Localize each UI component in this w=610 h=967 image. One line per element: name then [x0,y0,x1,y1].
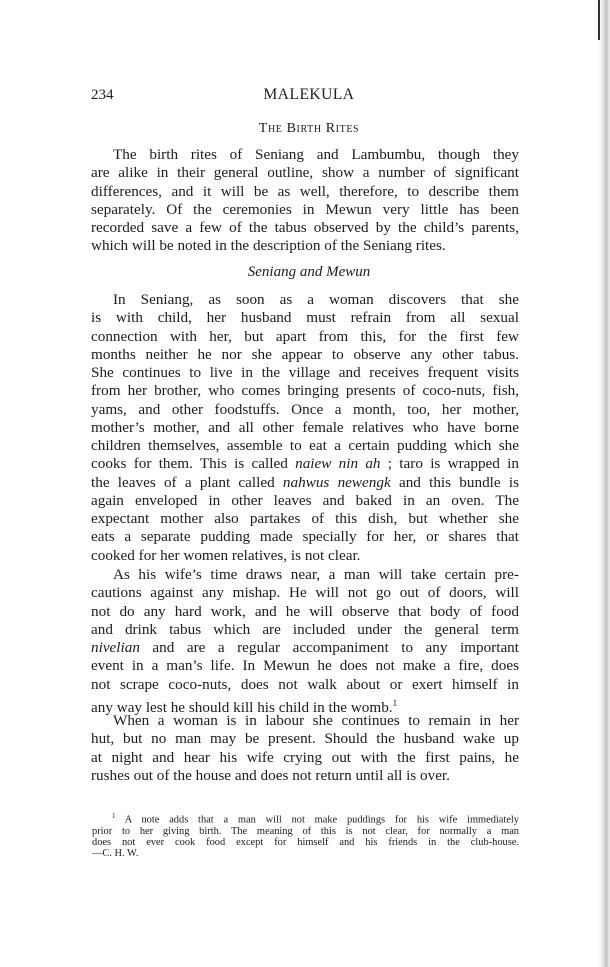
text-line: separately. Of the ceremonies in Mewun very little has been [91,200,519,218]
text-line: the leaves of a plant called nahwus newengk and this bundle is [91,473,519,491]
page-number: 234 [91,87,114,103]
section-title: The Birth Rites [258,121,360,136]
paragraph-labour [91,712,519,785]
footnote [92,811,519,860]
subheading: Seniang and Mewun [247,264,371,280]
scan-edge [598,0,610,967]
text-line: rushes out of the house and does not return until all is over. [91,766,450,784]
scan-edge-mark [598,0,600,40]
text-line: children themselves, assemble to eat a certain pudding which she [91,437,519,454]
text-line: $^1$ A note adds that a man will not make puddings for his wife immediately [112,812,519,826]
text-line: hut, but no man may be present. Should the husband wake up [91,730,519,748]
text-line: differences, and it will be as well, therefore, to describe them [91,182,519,200]
text-line: yams, and other foodstuffs. Once a month, too, her mother, [91,400,519,418]
text-line: cooked for her women relatives, is not clear. [91,546,361,564]
text-line: eats a separate pudding made specially for her, or shares that [91,528,519,546]
text-line: not scrape coco-nuts, does not walk about or exert himself in [91,675,519,693]
text-line: at night and hear his wife crying out with the first pains, he [91,748,519,766]
text-line: again enveloped in other leaves and baked in an oven. The [91,491,519,509]
text-line: from her brother, who comes bringing presents of coco-nuts, fish, [91,382,519,400]
text-line: not do any hard work, and he will observe that body of food [91,602,519,620]
paragraph-pregnancy [91,291,519,565]
paragraph-precautions [91,566,519,717]
text-line: connection with her, but apart from this, for the first few [91,327,519,345]
text-line: event in a man’s life. In Mewun he does not make a fire, does [91,657,519,675]
text-line: She continues to live in the village and receives frequent visits [91,364,519,381]
text-line: As his wife’s time draws near, a man will take certain pre- [113,566,519,583]
text-line: cooks for them. This is called naiew nin ah ; taro is wrapped in [91,455,519,473]
text-line: cautions against any mishap. He will not go out of doors, will [91,584,519,602]
text-line: and drink tabus which are included under the general term [91,620,519,638]
text-line: any way lest he should kill his child in the womb.$^1$ [91,697,398,716]
text-line: which will be noted in the description of the Seniang rites. [91,237,446,255]
text-line: expectant mother also partakes of this dish, but whether she [91,510,519,527]
text-line: When a woman is in labour she continues to remain in her [113,712,519,729]
text-line: are alike in their general outline, show a number of significant [91,164,519,182]
text-line: The birth rites of Seniang and Lambumbu, though they [113,146,519,163]
text-line: recorded save a few of the tabus observed by the child’s parents, [91,219,519,236]
paragraph-intro [91,146,519,256]
text-line: mother’s mother, and all other female relatives who have borne [91,418,519,436]
running-title: MALEKULA [263,86,355,103]
text-line: is with child, her husband must refrain from all sexual [91,309,519,327]
text-line: —C. H. W. [92,848,139,860]
text-line: months neither he nor she appear to observe any other tabus. [91,345,519,363]
text-line: nivelian and are a regular accompaniment to any important [91,639,519,656]
text-line: In Seniang, as soon as a woman discovers that she [113,291,519,308]
text-line: does not ever cook food except for himself and his friends in the club-house. [92,837,519,849]
text-line: prior to her giving birth. The meaning of this is not clear, for normally a man [92,825,519,837]
